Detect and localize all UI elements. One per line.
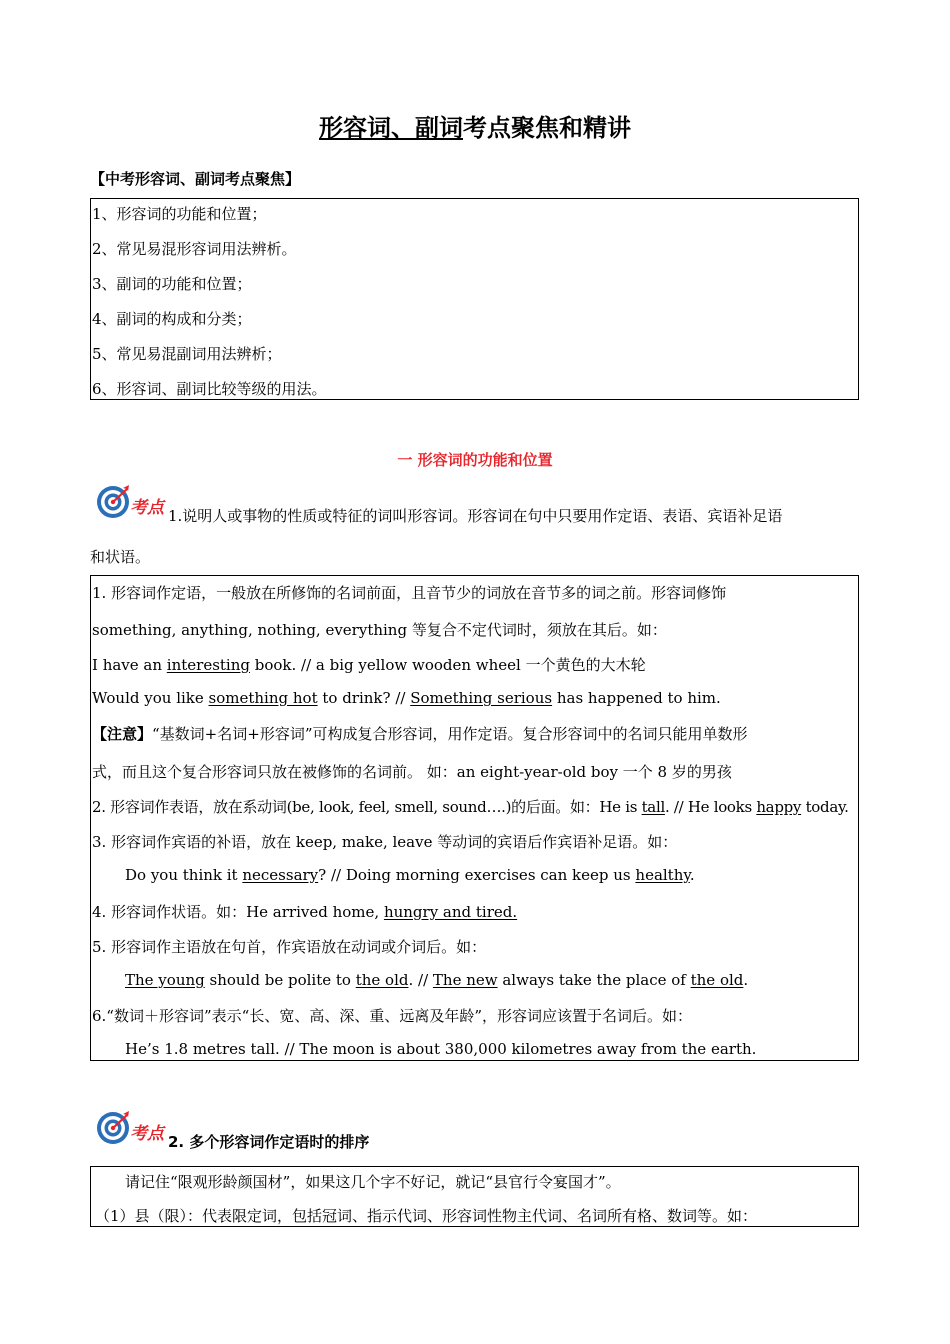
underlined-example: hungry and tired.: [383, 903, 518, 921]
focus-item-3: 3、副词的功能和位置；: [92, 275, 252, 293]
rule-line-5: [92, 723, 748, 744]
rule-line-9: [125, 866, 695, 884]
underlined-example: The young: [125, 971, 205, 989]
underlined-example: the old: [690, 971, 744, 989]
underlined-example: The new: [432, 971, 498, 989]
rule-line-1: 1. 形容词作定语，一般放在所修饰的名词前面，且音节少的词放在音节多的词之前。形容词修饰: [92, 584, 727, 602]
kp2-line-2: （1）县（限）：代表限定词，包括冠词、指示代词、形容词性物主代词、名词所有格、数词等。如：: [95, 1207, 758, 1225]
focus-list-box: [90, 198, 859, 400]
text-seg: ? // Doing morning exercises can keep us: [318, 866, 636, 884]
underlined-example: interesting: [166, 656, 250, 674]
kp1-intro-line2: 和状语。: [90, 548, 151, 566]
rule-line-7: [92, 796, 849, 817]
text-seg: I have an: [92, 656, 167, 674]
rule-line-11: 5. 形容词作主语放在句首，作宾语放在动词或介词后。如：: [92, 938, 487, 956]
text-seg: to drink? //: [317, 689, 411, 707]
focus-item-6: 6、形容词、副词比较等级的用法。: [92, 380, 327, 398]
rule-line-4: [92, 689, 721, 707]
focus-item-2: 2、常见易混形容词用法辨析。: [92, 240, 297, 258]
text-seg: Would you like: [92, 689, 209, 707]
kp1-intro-line1: 1.说明人或事物的性质或特征的词叫形容词。形容词在句中只要用作定语、表语、宾语补足语: [168, 507, 783, 525]
rule-line-13: 6.“数词＋形容词”表示“长、宽、高、深、重、远离及年龄”，形容词应该置于名词后。如：: [92, 1007, 692, 1025]
text-seg: book. // a big yellow wooden wheel 一个黄色的大木轮: [250, 656, 646, 674]
text-seg: today.: [801, 798, 849, 816]
section1-heading: 一 形容词的功能和位置: [397, 451, 553, 469]
rule-line-3: [92, 654, 646, 675]
rule-line-10: [92, 901, 517, 922]
focus-item-4: 4、副词的构成和分类；: [92, 310, 252, 328]
note-label: 【注意】: [92, 725, 153, 743]
focus-item-1: 1、形容词的功能和位置；: [92, 205, 267, 223]
kp2-title: 2. 多个形容词作定语时的排序: [168, 1133, 370, 1151]
kp2-line-1: 请记住“限观形龄颜国材”，如果这几个字不好记，就记“县官行令宴国才”。: [125, 1173, 621, 1191]
focus-item-5: 5、常见易混副词用法辨析；: [92, 345, 282, 363]
underlined-example: happy: [756, 798, 802, 816]
text-seg: should be polite to: [204, 971, 356, 989]
kaodian-badge-1: [96, 484, 168, 524]
rule-line-6: 式，而且这个复合形容词只放在被修饰的名词前。 如：an eight-year-old boy 一个 8 岁的男孩: [92, 763, 732, 781]
underlined-example: necessary: [242, 866, 319, 884]
target-icon: [96, 1110, 132, 1146]
kaodian-badge-2: [96, 1110, 168, 1150]
underlined-example: the old: [355, 971, 409, 989]
text-seg: . // He looks: [664, 798, 757, 816]
underlined-example: something hot: [208, 689, 318, 707]
rule-line-8: 3. 形容词作宾语的补语，放在 keep, make, leave 等动词的宾语后作宾语补足语。如：: [92, 833, 678, 851]
rule-line-14: He’s 1.8 metres tall. // The moon is about 380,000 kilometres away from the earth.: [125, 1040, 757, 1058]
title-underlined: 形容词、副词: [319, 114, 463, 142]
text-seg: .: [743, 971, 749, 989]
text-seg: “基数词+名词+形容词”可构成复合形容词，用作定语。复合形容词中的名词只能用单数形: [152, 725, 748, 743]
target-icon: [96, 484, 132, 520]
badge-label: 考点: [130, 1124, 164, 1144]
text-seg: 4. 形容词作状语。如：He arrived home,: [92, 903, 384, 921]
text-seg: . //: [408, 971, 433, 989]
focus-heading: 【中考形容词、副词考点聚焦】: [90, 170, 301, 188]
kp2-box: [90, 1166, 859, 1227]
underlined-example: tall: [641, 798, 665, 816]
title-rest: 考点聚焦和精讲: [463, 114, 631, 142]
underlined-example: Something serious: [410, 689, 553, 707]
page-title: [0, 108, 950, 143]
text-seg: always take the place of: [497, 971, 691, 989]
underlined-example: healthy: [635, 866, 690, 884]
rule-line-2: something, anything, nothing, everything 等复合不定代词时，须放在其后。如：: [92, 621, 667, 639]
text-seg: Do you think it: [125, 866, 243, 884]
kp1-rules-box: [90, 575, 859, 1061]
rule-line-12: [125, 971, 748, 989]
text-seg: has happened to him.: [552, 689, 721, 707]
badge-label: 考点: [130, 498, 164, 518]
text-seg: 2. 形容词作表语，放在系动词(be, look, feel, smell, sound….)的后面。如：He is: [92, 798, 642, 816]
text-seg: .: [689, 866, 695, 884]
